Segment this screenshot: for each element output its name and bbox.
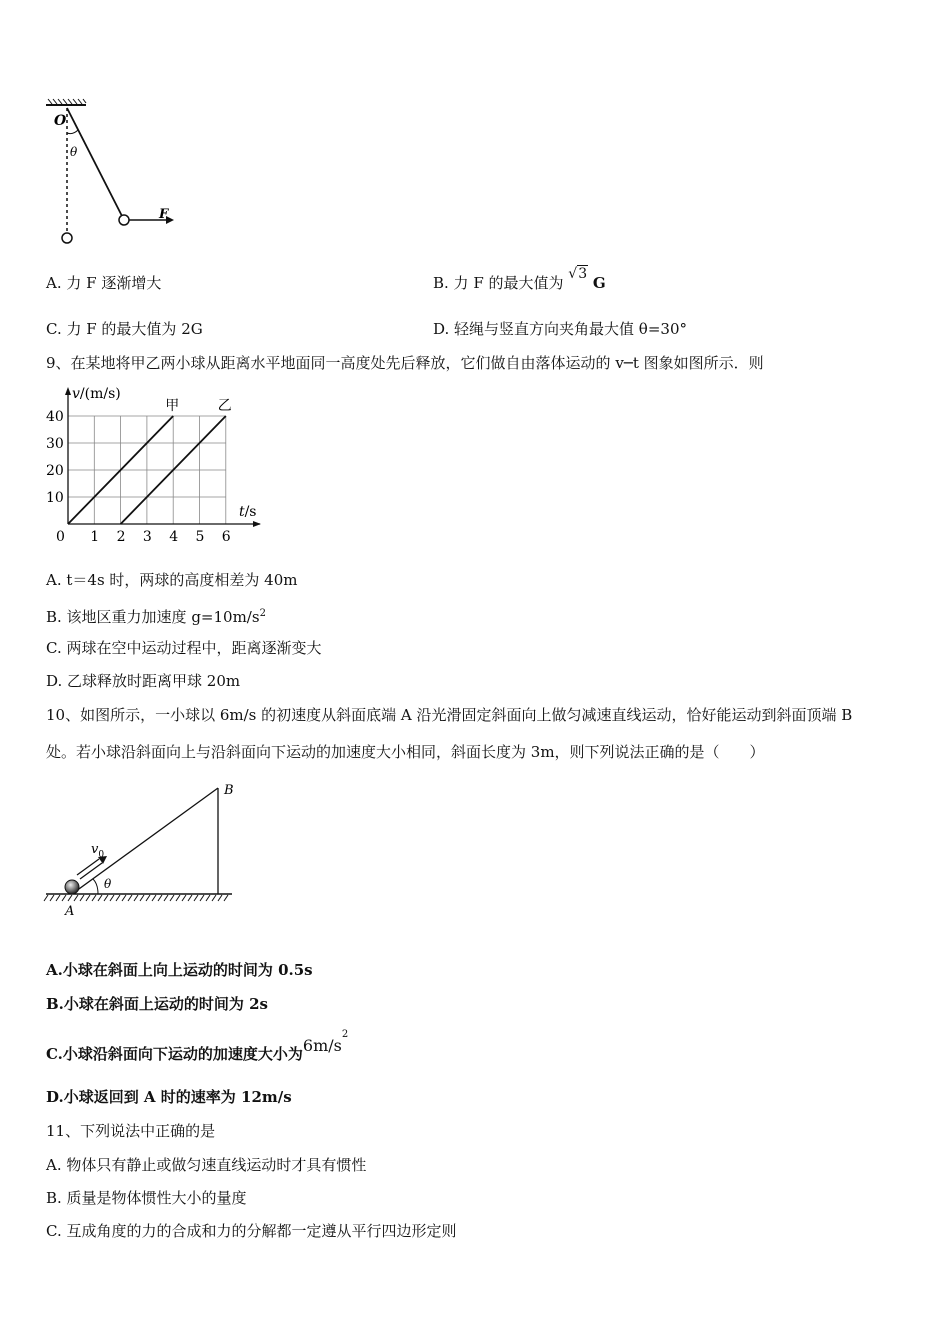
q10-option-c-sup: 2 [341,1029,349,1040]
q9-option-d: D. 乙球释放时距离甲球 20m [46,672,241,690]
label-A: A [65,904,75,919]
y-tick-label: 20 [46,463,64,479]
label-B: B [224,783,234,798]
q9-option-a: A. t＝4s 时，两球的高度相差为 40m [46,571,298,589]
x-tick-label: 5 [195,529,205,545]
x-tick-label: 4 [169,529,179,545]
q10-stem-line2: 处。若小球沿斜面向上与沿斜面向下运动的加速度大小相同，斜面长度为 3m，则下列说法正确的是（ ） [46,743,765,761]
x-axis-label: t/s [238,504,257,520]
x-axis-arrow [253,521,261,527]
q8-option-a: A. 力 F 逐渐增大 [46,274,162,292]
pendulum-figure [40,95,190,250]
y-tick-label: 10 [46,490,64,506]
incline-figure [40,778,250,923]
series-label-2: 乙 [217,398,232,414]
q11-option-a: A. 物体只有静止或做匀速直线运动时才具有惯性 [46,1156,367,1174]
y-axis-label: v/(m/s) [72,386,121,402]
q9-stem: 9、在某地将甲乙两小球从距离水平地面同一高度处先后释放，它们做自由落体运动的 v─t 图象如图所示．则 [46,354,764,372]
q11-stem: 11、下列说法中正确的是 [46,1122,216,1140]
q8-option-b-unit: G [592,274,606,292]
q10-option-c [46,1029,349,1064]
label-theta-incline: θ [104,877,112,891]
x-tick-label: 0 [56,529,65,545]
y-tick-label: 40 [46,409,64,425]
q8-option-b-text: B. 力 F 的最大值为 [433,274,564,292]
q10-option-c-text: C.小球沿斜面向下运动的加速度大小为 [46,1045,303,1063]
label-theta: θ [70,145,78,159]
label-F: F [159,207,169,222]
sqrt-symbol: √3 [568,266,588,282]
x-tick-label: 1 [90,529,100,545]
q9-option-b-sup: 2 [259,608,266,619]
q11-option-b: B. 质量是物体惯性大小的量度 [46,1189,247,1207]
q11-option-c: C. 互成角度的力的合成和力的分解都一定遵从平行四边形定则 [46,1222,457,1240]
label-v-sub: 0 [98,850,105,860]
q10-option-c-value: 6m/s [302,1036,342,1055]
y-tick-label: 30 [46,436,64,452]
y-axis-arrow [65,387,71,395]
q8-option-d: D. 轻绳与竖直方向夹角最大值 θ=30° [433,320,687,338]
vt-chart [40,383,270,548]
q8-option-c: C. 力 F 的最大值为 2G [46,320,203,338]
q10-option-b: B.小球在斜面上运动的时间为 2s [46,995,269,1013]
label-O: O [54,113,67,129]
label-v0 [91,842,104,860]
q9-option-b-text: B. 该地区重力加速度 g=10m/s [46,608,260,626]
q10-option-d: D.小球返回到 A 时的速率为 12m/s [46,1088,292,1106]
x-tick-label: 6 [221,529,231,545]
x-tick-label: 3 [142,529,152,545]
q10-option-a: A.小球在斜面上向上运动的时间为 0.5s [46,961,313,979]
q8-option-b [433,266,606,294]
q9-option-b [46,604,266,627]
x-tick-label: 2 [116,529,126,545]
label-v: v [91,842,99,857]
q10-stem-line1: 10、如图所示，一小球以 6m/s 的初速度从斜面底端 A 沿光滑固定斜面向上做匀减速直线运动，恰好能运动到斜面顶端 B [46,706,853,724]
series-label-1: 甲 [165,398,180,414]
q9-option-c: C. 两球在空中运动过程中，距离逐渐变大 [46,639,322,657]
